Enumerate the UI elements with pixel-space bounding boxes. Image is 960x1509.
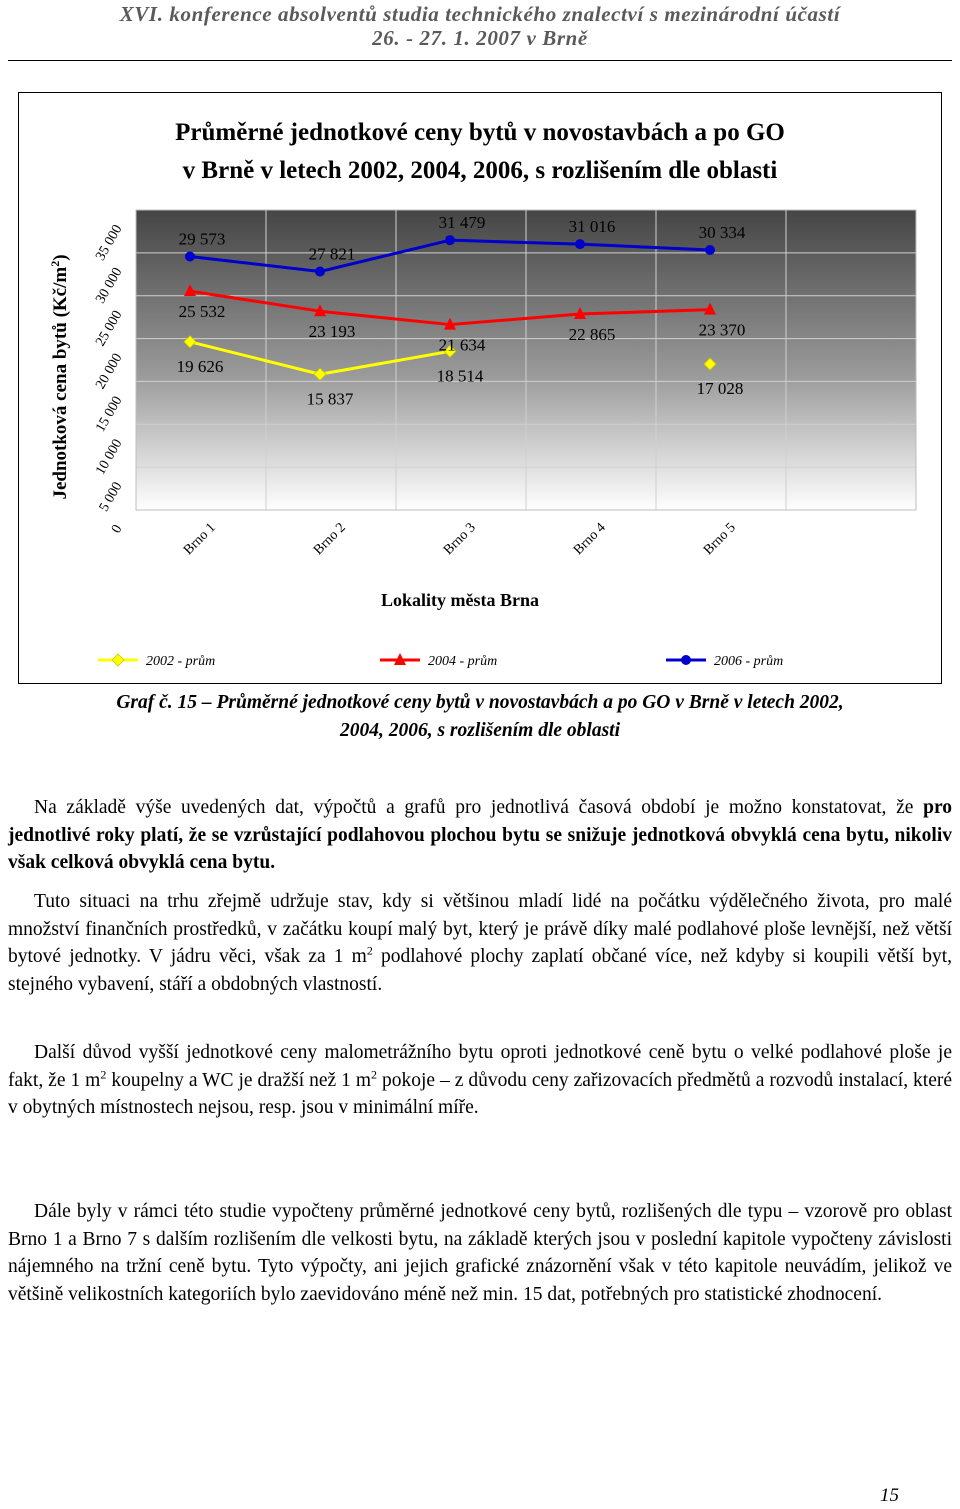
data-label: 22 865	[568, 325, 616, 345]
paragraph-1-text: Na základě výše uvedených dat, výpočtů a grafů pro jednotlivá časová období je možno konstatovat, že	[34, 797, 924, 818]
legend-label: 2004 - prům	[428, 654, 498, 669]
data-point-circle	[575, 239, 585, 249]
legend-label: 2002 - prům	[146, 654, 216, 669]
data-label: 23 370	[698, 320, 746, 340]
paragraph-3-text-b: koupelny a WC je dražší než 1 m	[106, 1069, 372, 1091]
conference-title: XVI. konference absolventů studia technického znalectví s mezinárodní účastí	[119, 2, 841, 26]
x-tick-label: Brno 4	[570, 520, 609, 559]
paragraph-4-text: Dále byly v rámci této studie vypočteny průměrné jednotkové ceny bytů, rozlišených dle typu – vzorově pro oblast Brno 1 a Brno 7 s dalším rozlišením dle velkosti bytu, na základě kterých jsou v poslední kapitole vypočteny závislosti nájemného na tržní ceně bytu. Tyto výpočty, ani jejich grafické znázornění však v této kapitole neuvádím, jelikož ve většině velikostních kategoriích bylo zaevidováno méně než min. 15 dat, potřebných pro statistické zhodnocení.	[8, 1201, 952, 1305]
header-rule	[8, 60, 952, 61]
y-tick-label: 5 000	[96, 479, 126, 515]
figure-caption-line2: 2004, 2006, s rozlišením dle oblasti	[339, 720, 621, 741]
paragraph-4	[8, 1198, 952, 1308]
x-tick-label: Brno 2	[310, 520, 349, 559]
data-label: 25 532	[178, 302, 226, 322]
y-axis-title	[48, 254, 71, 499]
y-tick-label: 10 000	[93, 436, 126, 478]
paragraph-3-text-a: Další důvod vyšší jednotkové ceny malometrážního bytu oproti jednotkové ceně bytu o velké podlahové ploše je fakt, že 1 m	[8, 1042, 952, 1091]
data-label: 15 837	[306, 389, 354, 409]
paragraph-3	[8, 1039, 952, 1122]
superscript: 2	[366, 943, 373, 958]
line-chart	[18, 92, 942, 684]
data-label: 29 573	[178, 229, 226, 249]
data-point-circle	[705, 245, 715, 255]
page-number: 15	[880, 1485, 899, 1506]
svg-text:Jednotková cena bytů (Kč/m2): Jednotková cena bytů $(Kč/m^2)$	[48, 254, 71, 500]
paragraph-2-text-b: podlahové plochy zaplatí občané více, než kdyby si koupili větší byt, stejného vybavení, stáří a obdobných vlastností.	[8, 946, 952, 995]
y-tick-label: 15 000	[93, 393, 126, 435]
x-tick-label: Brno 1	[180, 520, 219, 559]
figure-caption-line1: Graf č. 15 – Průměrné jednotkové ceny bytů v novostavbách a po GO v Brně v letech 2002,	[116, 692, 844, 713]
data-point-circle	[681, 655, 691, 665]
y-tick-label: 20 000	[93, 351, 126, 392]
chart-frame	[18, 92, 942, 684]
data-label: 31 016	[568, 217, 616, 237]
data-point-circle	[315, 267, 325, 277]
x-axis-title: Lokality města Brna	[380, 590, 540, 610]
data-label: 23 193	[308, 322, 356, 342]
y-tick-label: 35 000	[93, 222, 126, 264]
y-tick-label: 0	[108, 522, 126, 537]
chart-title-line2: v Brně v letech 2002, 2004, 2006, s rozlišením dle oblasti	[182, 157, 778, 184]
paragraph-3-text-c: pokoje – z důvodu ceny zařizovacích předmětů a rozvodů instalací, které v obytných místnostech nejsou, resp. jsou v minimální míře.	[8, 1069, 953, 1118]
data-point-circle	[445, 235, 455, 245]
superscript: 2	[371, 1067, 378, 1081]
data-label: 19 626	[176, 356, 224, 376]
data-label: 18 514	[436, 366, 484, 386]
chart-title-line1: Průměrné jednotkové ceny bytů v novostavbách a po GO	[175, 119, 785, 146]
data-label: 21 634	[438, 335, 486, 355]
paragraph-1	[8, 794, 952, 877]
paragraph-2	[8, 888, 952, 998]
superscript: 2	[100, 1067, 107, 1081]
plot-area	[93, 210, 942, 558]
paragraph-1-bold-text: pro jednotlivé roky platí, že se vzrůstající podlahovou plochou bytu se snižuje jednotková obvyklá cena bytu, nikoliv však celková obvyklá cena bytu.	[8, 797, 952, 873]
legend-label: 2006 - prům	[714, 654, 784, 669]
data-label: 27 821	[308, 244, 356, 264]
conference-date: 26. - 27. 1. 2007 v Brně	[372, 26, 588, 50]
y-tick-label: 30 000	[93, 265, 126, 307]
data-label: 17 028	[696, 379, 744, 399]
x-tick-label: Brno 5	[700, 520, 739, 559]
y-tick-label: 25 000	[93, 308, 126, 350]
data-label: 31 479	[438, 213, 486, 233]
paragraph-2-text-a: Tuto situaci na trhu zřejmě udržuje stav, kdy si většinou mladí lidé na počátku výdělečného života, pro malé množství finančních prostředků, v začátku koupí malý byt, který je právě díky malé podlahové ploše levnější, než větší bytové jednotky. V jádru věci, však za 1 m	[8, 891, 952, 967]
data-point-circle	[185, 252, 195, 262]
x-tick-label: Brno 3	[440, 520, 479, 559]
data-label: 30 334	[698, 222, 746, 242]
